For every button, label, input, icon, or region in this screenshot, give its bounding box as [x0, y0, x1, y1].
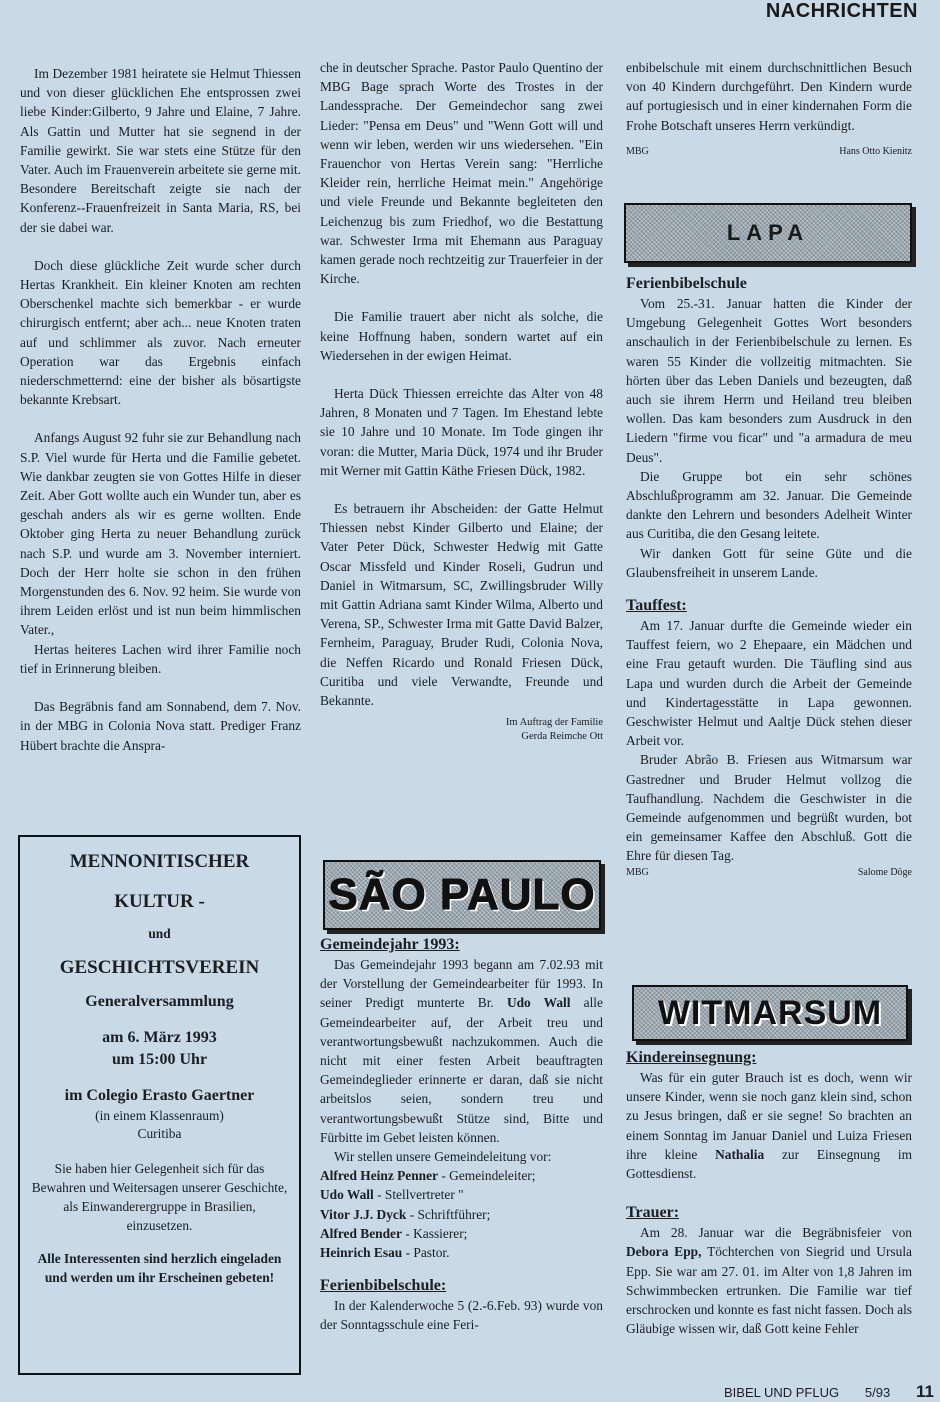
paragraph: Doch diese glückliche Zeit wurde scher durch Hertas Krankheit. Ein kleiner Knoten am rechten Oberschenkel machte sich bemerkbar - er wurde chirurgisch entfernt; aber ach... neue Knoten traten auf und schlimmer als zuvor. Nach erneuter Operation war das Ergebnis einfach niederschmetternd: eine der bisher als bösartigste bekannte Krebsart.: [20, 257, 301, 408]
text: Das Gemeindejahr 1993 begann am 7.02.93 mit der Vorstellung der Gemeindearbeiter für 1993. In seiner Predigt munterte Br.: [320, 957, 603, 1011]
witmarsum-banner: WITMARSUM: [632, 985, 908, 1041]
box-date: am 6. März 1993: [102, 1029, 217, 1046]
section-heading: Gemeindejahr 1993:: [320, 936, 460, 953]
paragraph: Anfangs August 92 fuhr sie zur Behandlung nach S.P. Viel wurde für Herta und die Familie gebetet. Wie dankbar zeugten sie von Gottes Hilfe in dieser Zeit. Aber Gott wollte auch ein Wunder tun, aber es geschah anders als wir es gerne wollten. Ende Oktober ging Herta zu neuer Behandlung zurück nach S.P. und wurde am 3. November interniert. Doch der Herr holte sie schon in den frühen Morgenstunden des 6. Nov. 92 heim. Sie wurde von ihrem Leiden erlöst und ist nun beim himmlischen Vater.,: [20, 430, 301, 638]
section-header: NACHRICHTEN: [765, 0, 918, 22]
leader-role: - Pastor.: [405, 1245, 450, 1261]
box-title-line: KULTUR -: [114, 891, 205, 912]
paragraph: [320, 955, 603, 1147]
person-name: Nathalia: [715, 1146, 765, 1162]
section-heading: Trauer:: [626, 1204, 680, 1222]
text: Was für ein guter Brauch ist es doch, wenn wir unsere Kinder, wenn sie noch ganz klein sind, schon zu Jesus bringen, daß er sie segne! So brachten an einem Sonntag im Januar Daniel und Luiza Friesen ihre kleine: [626, 1070, 912, 1162]
paragraph: Bruder Abrão B. Friesen aus Witmarsum war Gastredner und Bruder Helmut vollzog die Taufhandlung. Nachdem die Geschwister in die Gemeinde aufgenommen und begrüßt wurden, bot ein gemeinsamer Kaffee den Abschluß. Gott die Ehre für diesen Tag.: [626, 752, 912, 864]
paragraph: Hertas heiteres Lachen wird ihrer Familie noch tief in Erinnerung bleiben.: [20, 641, 301, 676]
section-heading: Ferienbibelschule: [626, 275, 747, 292]
signature-left: MBG: [626, 145, 649, 157]
issue-number: 5/93: [864, 1385, 891, 1400]
paragraph: Am 17. Januar durfte die Gemeinde wieder ein Tauffest feiern, wo 2 Ehepaare, ein Mädchen und eine Frau getauft wurden. Die Täufling sind aus Lapa und wurden durch die Arbeit der Gemeinde und Kindertagesstätte in Lapa gewonnen. Geschwister Helmut und Aaltje Dück stehen dieser Arbeit vor.: [626, 618, 912, 749]
page-footer: [724, 1382, 934, 1402]
column-3-top: [626, 58, 912, 159]
leader-row: [320, 1243, 603, 1262]
leader-name: Alfred Bender: [320, 1225, 402, 1241]
witmarsum-section: [626, 1048, 912, 1338]
paragraph: Es betrauern ihr Abscheiden: der Gatte Helmut Thiessen nebst Kinder Gilberto und Elaine; der Vater Peter Dück, Schwester Hedwig mit Gatte Oscar Missfeld und Kinder Roseli, Gudrun und Daniel in Witmarsum, SC, Zwillingsbruder Willy mit Gattin Adriana samt Kinder Wilma, Alberto und Verena, SP., Schwester Irma mit Gatte David Balzer, Fernheim, Paraguay, Bruder Rudi, Colonia Nova, die Neffen Ricardo und Ronald Friesen Dück, Curitiba und viele Verwandte, Freunde und Bekannte.: [320, 501, 603, 709]
magazine-name: BIBEL UND PFLUG: [724, 1385, 840, 1400]
leader-role: - Stellvertreter ": [377, 1187, 464, 1203]
obituary-column-2: [320, 58, 603, 744]
paragraph: Wir danken Gott für seine Güte und die Glaubensfreiheit in unserem Lande.: [626, 545, 912, 580]
box-venue-note: (in einem Klassenraum): [95, 1108, 224, 1123]
sao-paulo-banner: SÃO PAULO: [323, 860, 601, 930]
person-name: Debora Epp,: [626, 1244, 702, 1260]
text: zur Einsegnung im Gottesdienst.: [626, 1146, 912, 1182]
paragraph: Die Familie trauert aber nicht als solche, die keine Hoffnung haben, sondern wartet auf ein Wiedersehen in der ewigen Heimat.: [320, 309, 603, 363]
leader-list: [320, 1166, 603, 1262]
paragraph: Herta Dück Thiessen erreichte das Alter von 48 Jahren, 8 Monaten und 7 Tagen. Im Ehestand lebte sie 10 Jahre und 10 Monate. Im Tode gingen ihr voran: die Mutter, Maria Dück, 1974 und ihr Bruder mit Werner mit Gattin Käthe Friesen Dück, 1982.: [320, 386, 603, 478]
text: Töchterchen von Siegrid und Ursula Epp. Sie war am 27. 01. im Alter von 1,8 Jahren im Schwimmbecken ertrunken. Die Familie war tief erschrocken und konnte es fast nicht fassen. Doch als Gläubige wissen wir, daß Gott keine Fehler: [626, 1244, 912, 1337]
paragraph: enbibelschule mit einem durchschnittlichen Besuch von 40 Kindern durchgeführt. Den Kindern wurde auf portugiesisch und in einer kindernahen Form die Frohe Botschaft unseres Herrn verkündigt.: [626, 60, 912, 133]
leader-name: Vitor J.J. Dyck: [320, 1206, 407, 1222]
signature-right: Hans Otto Kienitz: [839, 145, 912, 157]
text: alle Gemeindearbeiter auf, der Arbeit treu und verantwortungsbewußt nachzukommen. Auch die nicht mit einer festen Arbeit beauftragten Gemeindeglieder erinnerte er daran, daß sie nicht arbeitslos seien, sondern treu und verantwortungsbewußt Stütze sind, Bitte und Fürbitte im Gebet leisten können.: [320, 995, 603, 1145]
paragraph: Vom 25.-31. Januar hatten die Kinder der Umgebung Gelegenheit Gottes Wort besonders anschaulich in der Ferienbibelschule zu lernen. Es waren 55 Kinder die vollzeitig mitmachten. Sie hörten über das Leben Daniels und bezeugten, daß auch sie ihrem Herrn und Heiland treu bleiben wollen. Das kam besonders zum Ausdruck in den Liedern "firme vou ficar" und "a armadura de meu Deus".: [626, 296, 912, 465]
leader-name: Udo Wall: [320, 1187, 374, 1203]
leader-row: [320, 1166, 603, 1185]
leader-row: [320, 1185, 603, 1204]
obituary-column-1: [20, 64, 301, 755]
signature-row: [626, 866, 912, 880]
box-city: Curitiba: [137, 1126, 182, 1141]
paragraph: In der Kalenderwoche 5 (2.-6.Feb. 93) wurde von der Sonntagsschule eine Feri-: [320, 1298, 603, 1333]
box-venue: im Colegio Erasto Gaertner: [64, 1087, 255, 1104]
leader-name: Alfred Heinz Penner: [320, 1168, 439, 1184]
leader-row: [320, 1205, 603, 1224]
signature-row: [626, 145, 912, 159]
leader-name: Heinrich Esau: [320, 1245, 403, 1261]
paragraph: [626, 1223, 912, 1338]
paragraph: Das Begräbnis fand am Sonnabend, dem 7. Nov. in der MBG in Colonia Nova statt. Prediger Franz Hübert brachte die Anspra-: [20, 699, 301, 753]
section-heading: Tauffest:: [626, 597, 687, 615]
paragraph: Im Dezember 1981 heiratete sie Helmut Thiessen und von dieser glücklichen Ehe entsprossen zwei liebe Kinder:Gilberto, 9 Jahre und Elaine, 7 Jahre. Als Gattin und Mutter hat sie segnend in der Familie gewirkt. Sie war stets eine Stütze für den Vater. Auch im Frauenverein arbeitete sie gerne mit. Besondere Bereitschaft zeigte sie nach der Konferenz--Frauenfreizeit in Santa Maria, RS, bei der sie dabei war.: [20, 66, 301, 235]
page-number: 11: [916, 1382, 934, 1401]
section-heading: Kindereinsegnung:: [626, 1049, 757, 1066]
leader-role: - Gemeindeleiter;: [441, 1168, 536, 1184]
paragraph: Die Gruppe bot ein sehr schönes Abschlußprogramm am 32. Januar. Die Gemeinde dankte den Lehrern und besonders Adelheit Winter aus Curitiba, die den Gesang leitete.: [626, 468, 912, 542]
sao-paulo-section: [320, 935, 603, 1335]
paragraph: Wir stellen unsere Gemeindeleitung vor:: [334, 1149, 552, 1165]
leader-role: - Kassierer;: [405, 1225, 468, 1241]
paragraph: che in deutscher Sprache. Pastor Paulo Quentino der MBG Bage sprach Worte des Trostes in der Landessprache. Der Gemeindechor sang zwei Lieder: "Pensa em Deus" und "Wenn Gott will und wenn wir leben, werden wir uns wiedersehen. "Ein Frauenchor von Hertas Verein sang: "Herrliche Kleider rein, herrliche Heimat mein." Angehörige und viele Freunde und Bekannte begleiteten den Leichenzug bis zum Friedhof, wo die Bestattung war. Schwester Irma mit Ehemann aus Paraguay kamen gerade noch rechtzeitig zur Trauerfeier in der Kirche.: [320, 60, 603, 287]
text: Am 28. Januar war die Begräbnisfeier von: [640, 1225, 912, 1241]
person-name: Udo Wall: [506, 995, 571, 1011]
leader-role: - Schriftführer;: [409, 1206, 491, 1222]
box-event-title: Generalversammlung: [85, 993, 234, 1010]
box-title-line: und: [148, 926, 171, 941]
signature-right: Salome Döge: [857, 866, 912, 878]
box-closing: Alle Interessenten sind herzlich eingeladen und werden um ihr Erscheinen gebeten!: [37, 1251, 282, 1285]
box-body: Sie haben hier Gelegenheit sich für das Bewahren und Weitersagen unserer Geschichte, als Einwanderergruppe in Brasilien, einzusetzen.: [31, 1161, 288, 1233]
signature-left: MBG: [626, 866, 649, 878]
leader-row: [320, 1224, 603, 1243]
section-heading: Ferienbibelschule:: [320, 1277, 447, 1295]
lapa-section: [626, 274, 912, 880]
box-title-line: GESCHICHTSVEREIN: [59, 957, 260, 978]
box-time: um 15:00 Uhr: [111, 1051, 208, 1068]
lapa-banner: LAPA: [624, 203, 912, 263]
box-title-line: MENNONITISCHER: [69, 851, 250, 872]
announcement-box: [18, 835, 301, 1375]
signature-author: Gerda Reimche Ott: [521, 731, 603, 743]
signature-line: Im Auftrag der Familie: [505, 717, 603, 729]
paragraph: [626, 1068, 912, 1183]
